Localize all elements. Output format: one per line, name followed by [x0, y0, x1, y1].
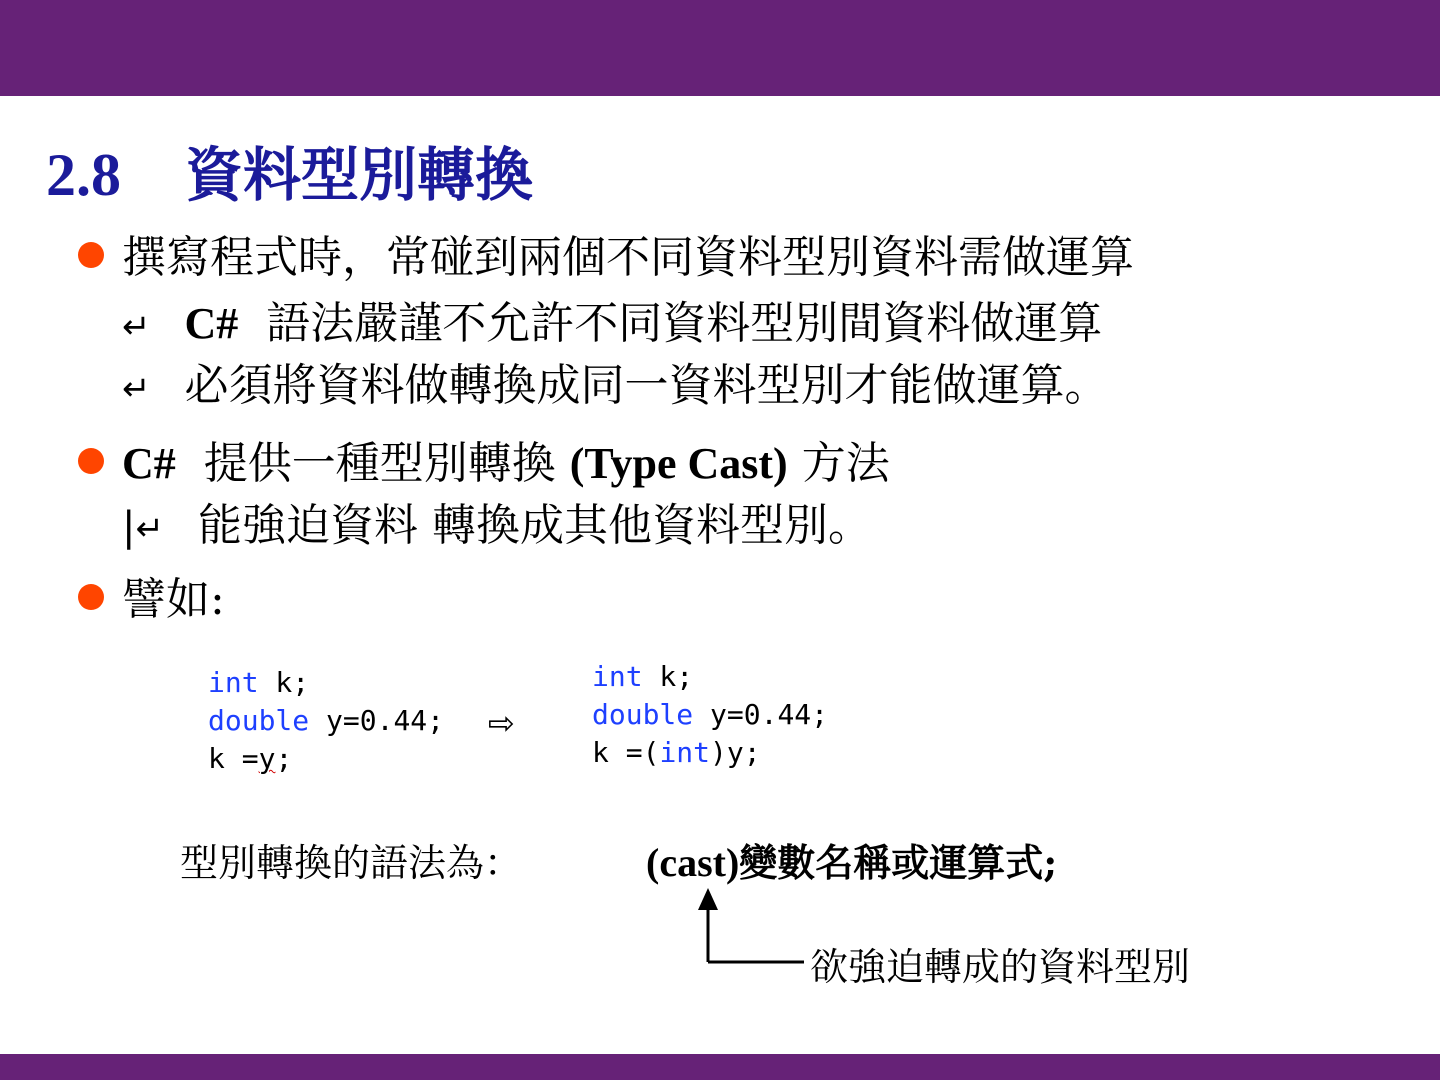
bullet-2-suffix: (Type Cast) [569, 439, 788, 488]
code-text: k; [258, 666, 310, 699]
return-arrow-icon: ↵ [135, 509, 164, 549]
return-arrow-icon: ↵ [122, 307, 151, 347]
code-error-token: y [258, 742, 276, 775]
syntax-cast: (cast) [646, 840, 740, 885]
footer-bar [0, 1054, 1440, 1080]
code-keyword: int [208, 666, 259, 699]
code-line [592, 696, 828, 734]
bullet-dot-icon [78, 242, 104, 268]
sub-text: 能強迫資料 轉換成其他資料型別。 [197, 500, 872, 551]
bullet-dot-icon [78, 584, 104, 610]
code-text: ; [275, 742, 293, 775]
code-text: k = [208, 742, 259, 775]
slide-title [46, 128, 533, 208]
code-text: k; [642, 660, 694, 693]
cast-note: 欲強迫轉成的資料型別 [810, 945, 1191, 989]
title-number: 2.8 [46, 142, 121, 208]
code-after [592, 658, 828, 772]
code-text: y=0.44; [309, 704, 445, 737]
bullet-1 [78, 228, 1134, 288]
code-text: y=0.44; [693, 698, 829, 731]
code-line [208, 664, 444, 702]
bullet-2-text: 提供一種型別轉換 [203, 438, 556, 489]
bullet-2-prefix: C# [122, 439, 176, 488]
bullet-dot-icon [78, 448, 104, 474]
bullet-2-sub-1 [122, 496, 872, 559]
bullet-3-text: 譬如: [122, 574, 225, 625]
sub-prefix: C# [184, 299, 239, 348]
bullet-1-sub-2 [122, 356, 1109, 419]
up-elbow-arrow-icon [690, 884, 820, 974]
syntax-label: 型別轉換的語法為： [180, 841, 523, 885]
code-before [208, 664, 444, 778]
code-line [208, 740, 444, 778]
code-keyword: int [592, 660, 643, 693]
code-keyword: double [208, 704, 310, 737]
code-line [592, 734, 828, 772]
sub-pipe: | [122, 504, 136, 550]
bullet-1-sub-1 [122, 294, 1102, 357]
return-arrow-icon: ↵ [122, 369, 151, 409]
code-keyword: double [592, 698, 694, 731]
title-text: 資料型別轉換 [185, 141, 534, 209]
bullet-1-text: 撰寫程式時，常碰到兩個不同資料型別資料需做運算 [122, 232, 1134, 283]
code-line [592, 658, 828, 696]
bullet-3 [78, 570, 225, 630]
right-hollow-arrow-icon: ⇨ [488, 704, 515, 742]
syntax-form [646, 832, 1057, 887]
code-line [208, 702, 444, 740]
code-text: k =( [592, 736, 660, 769]
code-keyword: int [659, 736, 711, 769]
header-bar [0, 0, 1440, 96]
sub-text: 語法嚴謹不允許不同資料型別間資料做運算 [266, 298, 1103, 349]
code-text: )y; [710, 736, 761, 769]
syntax-rest: 變數名稱或運算式; [739, 840, 1058, 885]
bullet-2-tail: 方法 [801, 438, 890, 489]
sub-text: 必須將資料做轉換成同一資料型別才能做運算。 [184, 360, 1109, 411]
bullet-2 [78, 434, 890, 494]
